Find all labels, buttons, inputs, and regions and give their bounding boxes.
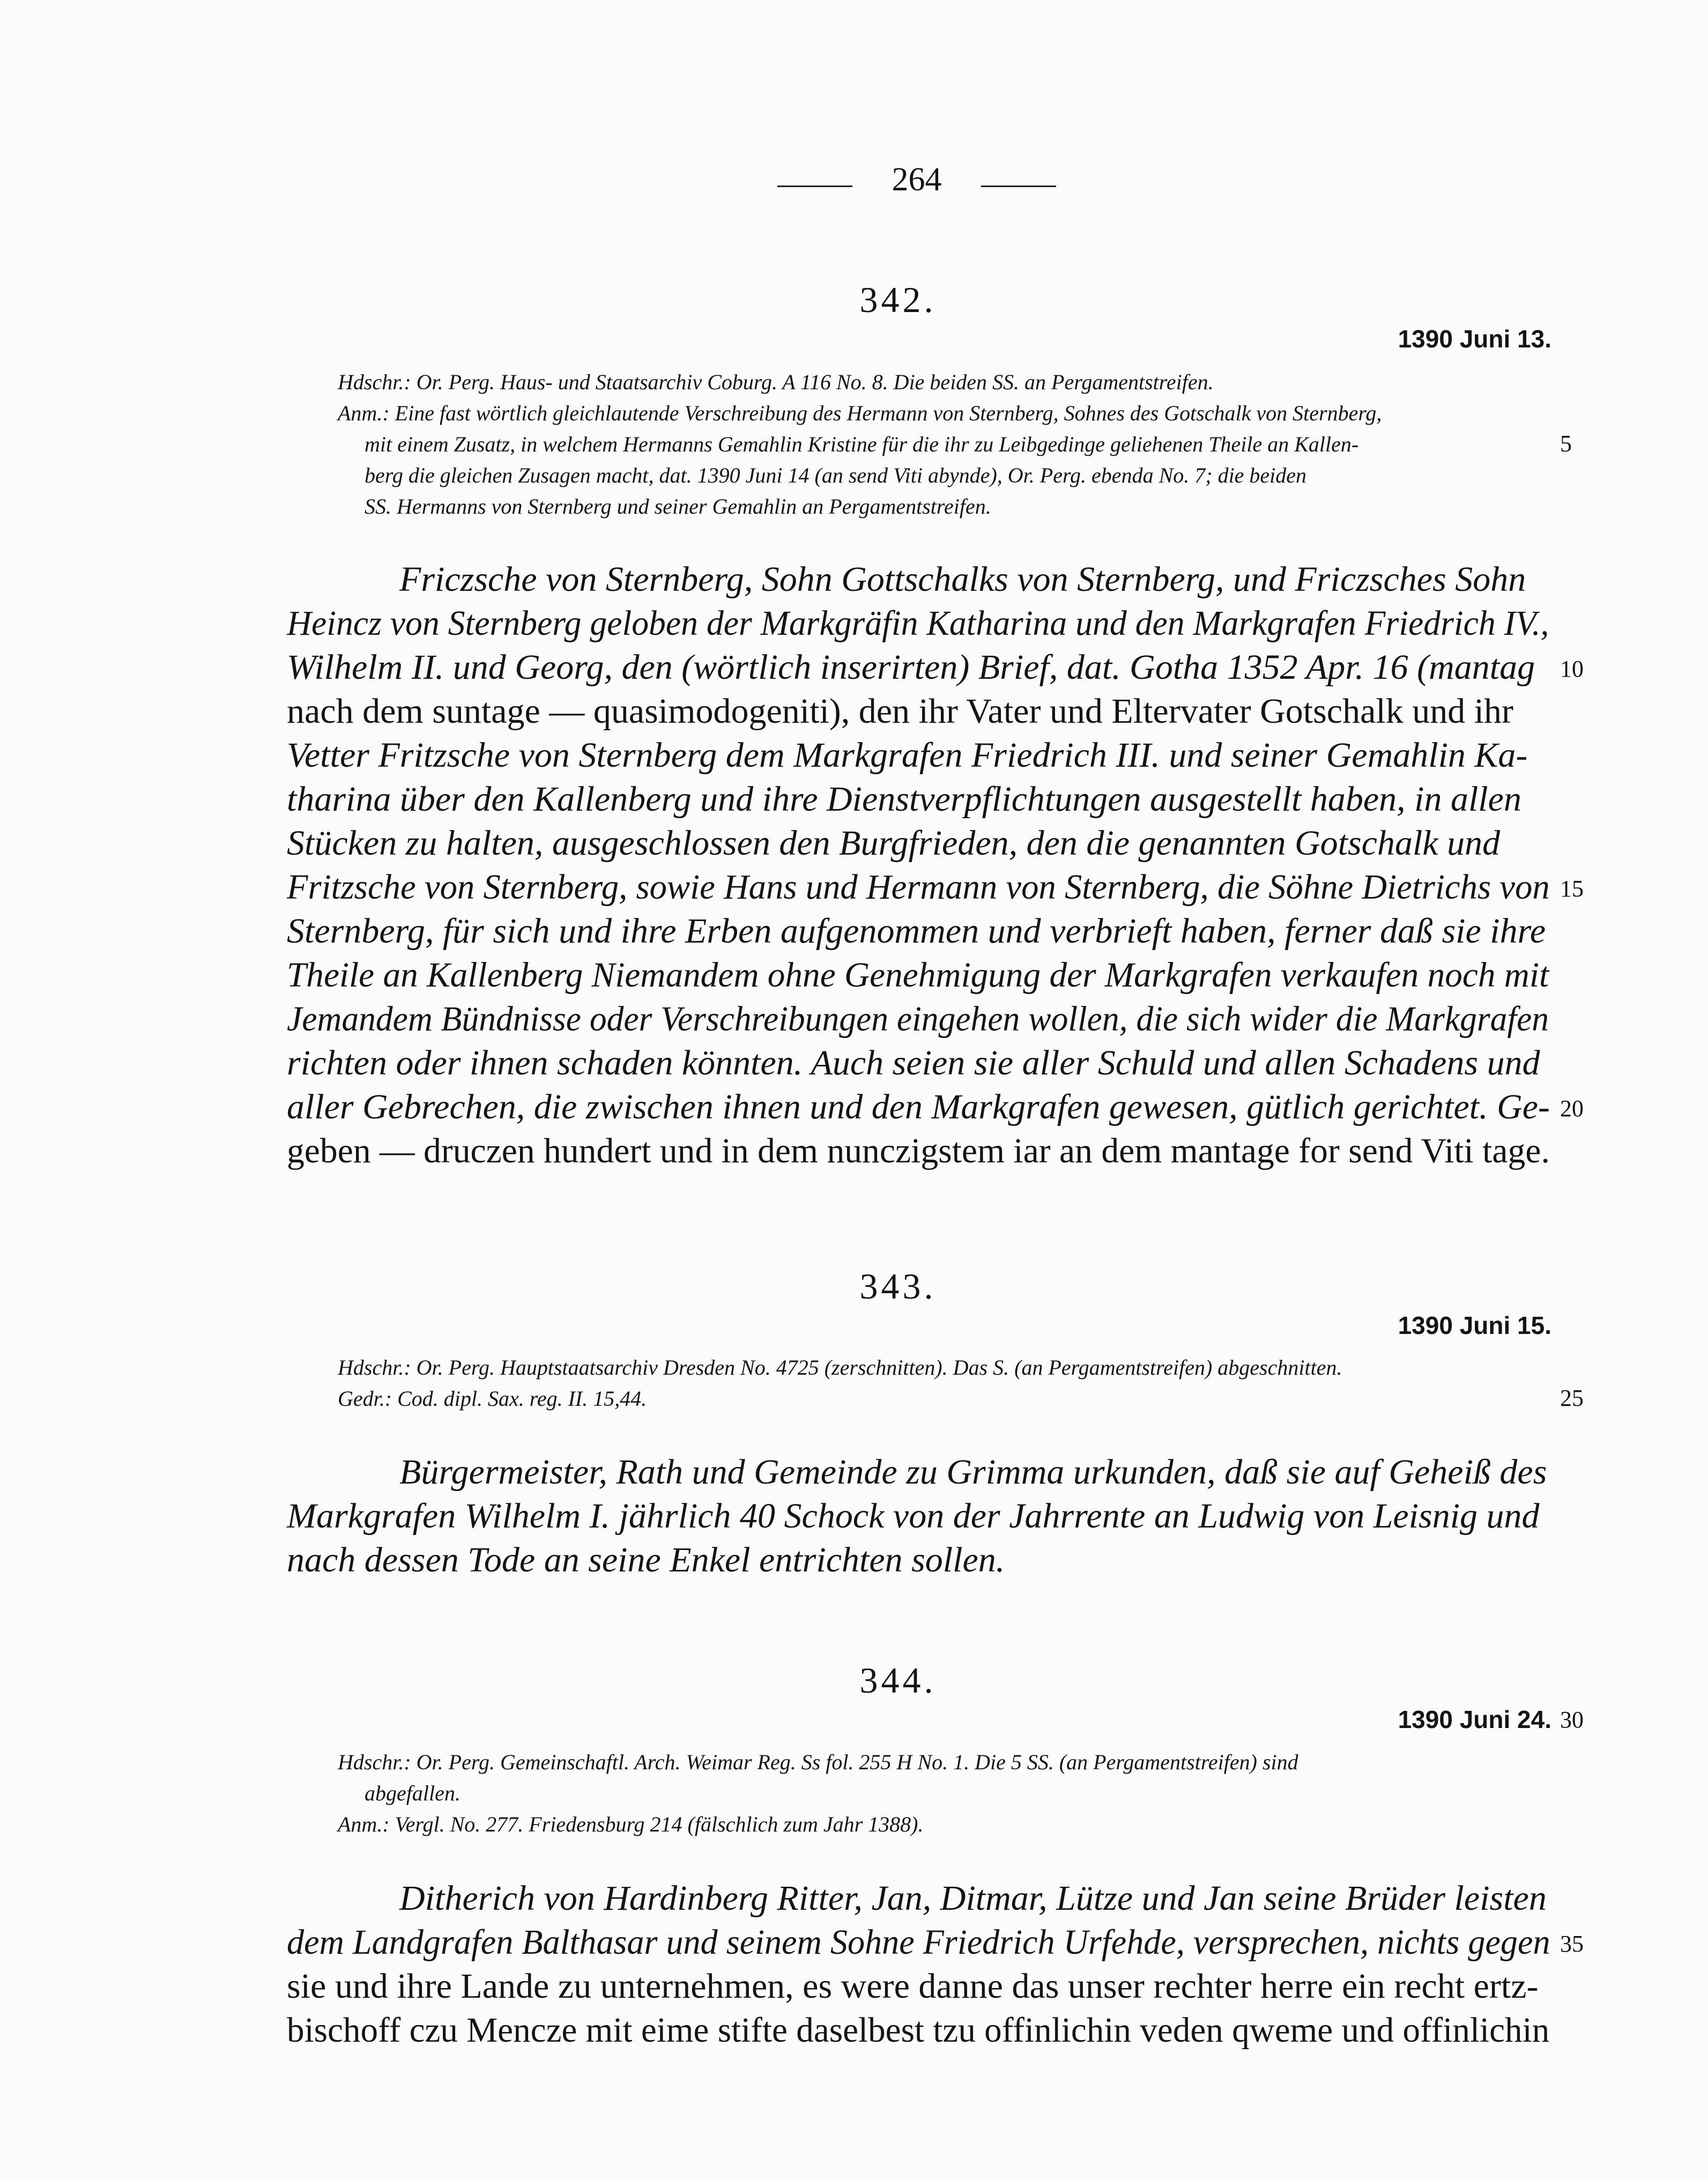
entry-number: 343. (859, 1266, 937, 1307)
entry-date: 1390 Juni 15. (1398, 1311, 1551, 1339)
header-rule-right (981, 186, 1056, 187)
text-line: aller Gebrechen, die zwischen ihnen und den Markgrafen gewesen, gütlich gerichtet. Ge- (287, 1087, 1550, 1126)
annotation-note: mit einem Zusatz, in welchem Hermanns Gemahlin Kristine für die ihr zu Leibgedinge geliehenen Theile an Kallen- (365, 432, 1359, 456)
page-number: 264 (892, 161, 942, 198)
entry-number: 344. (859, 1660, 937, 1701)
text-line: sie und ihre Lande zu unternehmen, es were danne das unser rechter herre ein recht ertz- (287, 1967, 1539, 2006)
text-line: nach dem suntage — quasimodogeniti), den ihr Vater und Eltervater Gotschalk und ihr (287, 692, 1514, 731)
annotation-note: berg die gleichen Zusagen macht, dat. 1390 Juni 14 (an send Viti abynde), Or. Perg. ebenda No. 7; die beiden (365, 463, 1307, 487)
line-number: 20 (1560, 1095, 1584, 1122)
entry-date: 1390 Juni 13. (1398, 325, 1551, 353)
annotation-note: Anm.: Eine fast wörtlich gleichlautende Verschreibung des Hermann von Sternberg, Sohnes des Gotschalk von Sternberg, (338, 401, 1382, 425)
manuscript-note: Hdschr.: Or. Perg. Haus- und Staatsarchiv Coburg. A 116 No. 8. Die beiden SS. an Pergamentstreifen. (338, 370, 1214, 394)
text-line: tharina über den Kallenberg und ihre Dienstverpflichtungen ausgestellt haben, in allen (287, 780, 1521, 819)
text-line: Stücken zu halten, ausgeschlossen den Burgfrieden, den die genannten Gotschalk und (287, 824, 1501, 863)
annotation-note: Anm.: Vergl. No. 277. Friedensburg 214 (fälschlich zum Jahr 1388). (338, 1812, 924, 1836)
text-line: Wilhelm II. und Georg, den (wörtlich inserirten) Brief, dat. Gotha 1352 Apr. 16 (mantag (287, 648, 1535, 687)
text-line: Heincz von Sternberg geloben der Markgräfin Katharina und den Markgrafen Friedrich IV., (287, 604, 1549, 643)
annotation-note: SS. Hermanns von Sternberg und seiner Gemahlin an Pergamentstreifen. (365, 494, 991, 518)
line-number: 15 (1560, 876, 1584, 902)
text-line: Fritzsche von Sternberg, sowie Hans und Hermann von Sternberg, die Söhne Dietrichs von (287, 867, 1550, 907)
text-line: bischoff czu Mencze mit eime stifte daselbest tzu offinlichin veden qweme und offinlichin (287, 2011, 1550, 2050)
text-line: Ditherich von Hardinberg Ritter, Jan, Ditmar, Lütze und Jan seine Brüder leisten (399, 1879, 1547, 1918)
entry-date: 1390 Juni 24. (1398, 1706, 1551, 1733)
line-number: 35 (1560, 1931, 1584, 1957)
page-header (777, 161, 1056, 209)
text-line: Friczsche von Sternberg, Sohn Gottschalks von Sternberg, und Friczsches Sohn (399, 560, 1526, 599)
line-number: 25 (1560, 1385, 1584, 1411)
text-line: Sternberg, für sich und ihre Erben aufgenommen und verbrieft haben, ferner daß sie ihre (287, 911, 1546, 951)
text-line: nach dessen Tode an seine Enkel entrichten sollen. (287, 1540, 1005, 1580)
text-line: Markgrafen Wilhelm I. jährlich 40 Schock von der Jahrrente an Ludwig von Leisnig und (287, 1496, 1540, 1536)
manuscript-note: abgefallen. (365, 1781, 461, 1805)
text-line: Jemandem Bündnisse oder Verschreibungen eingehen wollen, die sich wider die Markgrafen (287, 999, 1549, 1039)
line-number: 5 (1560, 431, 1572, 457)
line-number: 10 (1560, 656, 1584, 682)
manuscript-note: Hdschr.: Or. Perg. Gemeinschaftl. Arch. Weimar Reg. Ss fol. 255 H No. 1. Die 5 SS. (an Pergamentstreifen) sind (338, 1750, 1298, 1774)
manuscript-note: Hdschr.: Or. Perg. Hauptstaatsarchiv Dresden No. 4725 (zerschnitten). Das S. (an Pergamentstreifen) abgeschnitten. (338, 1355, 1342, 1380)
text-line: geben — druczen hundert und in dem nunczigstem iar an dem mantage for send Viti tage. (287, 1131, 1550, 1170)
print-note: Gedr.: Cod. dipl. Sax. reg. II. 15,44. (338, 1386, 647, 1411)
text-line: Theile an Kallenberg Niemandem ohne Genehmigung der Markgrafen verkaufen noch mit (287, 955, 1549, 995)
entry-number: 342. (859, 279, 937, 320)
line-number: 30 (1560, 1707, 1584, 1733)
text-line: dem Landgrafen Balthasar und seinem Sohne Friedrich Urfehde, versprechen, nichts gegen (287, 1923, 1550, 1962)
text-line: Vetter Fritzsche von Sternberg dem Markgrafen Friedrich III. und seiner Gemahlin Ka- (287, 736, 1528, 775)
text-line: richten oder ihnen schaden könnten. Auch seien sie aller Schuld und allen Schadens und (287, 1043, 1540, 1082)
text-line: Bürgermeister, Rath und Gemeinde zu Grimma urkunden, daß sie auf Geheiß des (399, 1452, 1547, 1492)
